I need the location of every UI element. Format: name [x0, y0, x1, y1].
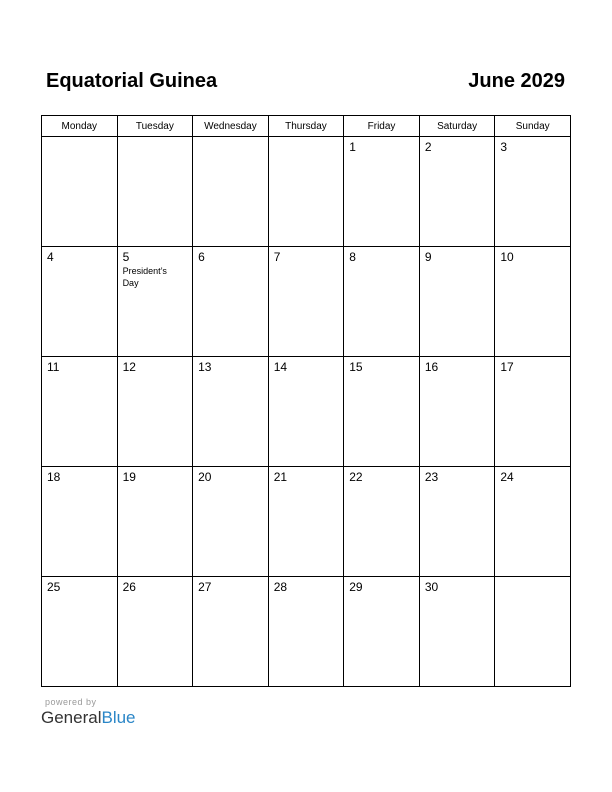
day-cell — [344, 467, 420, 577]
generalblue-logo — [41, 708, 136, 728]
week-row — [42, 577, 571, 687]
day-number — [42, 137, 117, 141]
day-number: 6 — [198, 250, 205, 264]
country-title: Equatorial Guinea — [46, 70, 218, 92]
weekday-header: Thursday — [268, 116, 344, 137]
weekday-header: Tuesday — [117, 116, 193, 137]
footer-branding — [41, 697, 136, 728]
week-row — [42, 247, 571, 357]
calendar-grid — [41, 115, 571, 687]
day-number: 3 — [500, 140, 508, 154]
day-cell — [117, 247, 193, 357]
day-number — [118, 137, 193, 141]
day-cell — [419, 357, 495, 467]
holiday-label: President’s Day — [122, 266, 167, 288]
day-number: 5 — [122, 250, 130, 264]
day-cell — [268, 357, 344, 467]
day-number: 8 — [349, 250, 356, 264]
weekday-header: Saturday — [419, 116, 495, 137]
brand-blue-text: Blue — [101, 708, 136, 727]
day-cell — [344, 247, 420, 357]
day-number: 13 — [198, 360, 212, 374]
day-cell — [495, 137, 571, 247]
day-cell — [42, 137, 118, 247]
day-number: 17 — [500, 360, 514, 374]
day-cell — [42, 577, 118, 687]
day-cell — [419, 137, 495, 247]
day-cell — [42, 357, 118, 467]
day-cell — [495, 467, 571, 577]
day-number: 27 — [198, 580, 212, 594]
day-number: 29 — [349, 580, 363, 594]
day-cell — [344, 357, 420, 467]
day-cell — [268, 247, 344, 357]
day-cell — [193, 467, 269, 577]
day-cell — [268, 137, 344, 247]
day-cell — [495, 247, 571, 357]
day-cell — [268, 467, 344, 577]
day-cell — [268, 577, 344, 687]
day-cell — [193, 577, 269, 687]
day-number: 30 — [424, 580, 439, 594]
day-cell — [344, 577, 420, 687]
day-number: 2 — [424, 140, 432, 154]
day-cell — [117, 137, 193, 247]
day-number: 23 — [424, 470, 439, 484]
weekday-header: Wednesday — [193, 116, 269, 137]
day-number: 28 — [273, 580, 288, 594]
day-number: 19 — [122, 470, 136, 484]
day-number: 21 — [273, 470, 288, 484]
week-row — [42, 137, 571, 247]
month-title: June 2029 — [468, 70, 565, 92]
day-cell — [419, 467, 495, 577]
day-cell — [495, 577, 571, 687]
day-number: 26 — [122, 580, 136, 594]
day-number: 14 — [273, 360, 288, 374]
day-number: 10 — [500, 250, 514, 264]
day-cell — [419, 577, 495, 687]
weekday-header: Sunday — [495, 116, 571, 137]
day-cell — [117, 577, 193, 687]
day-cell — [495, 357, 571, 467]
day-number: 9 — [424, 250, 432, 264]
day-number: 22 — [349, 470, 363, 484]
powered-by-text: powered by — [45, 697, 97, 707]
day-cell — [344, 137, 420, 247]
day-number: 7 — [273, 250, 281, 264]
day-cell — [193, 137, 269, 247]
day-number: 24 — [500, 470, 514, 484]
weekday-header: Monday — [42, 116, 118, 137]
day-number: 4 — [47, 250, 54, 264]
week-row — [42, 467, 571, 577]
day-number: 18 — [47, 470, 61, 484]
day-cell — [42, 467, 118, 577]
day-cell — [193, 357, 269, 467]
day-cell — [117, 467, 193, 577]
brand-general-text: General — [41, 708, 102, 727]
week-row — [42, 357, 571, 467]
day-cell — [419, 247, 495, 357]
day-number — [495, 577, 570, 581]
day-number: 15 — [349, 360, 363, 374]
weekday-header: Friday — [344, 116, 420, 137]
day-cell — [42, 247, 118, 357]
day-number — [269, 137, 344, 141]
day-number: 25 — [47, 580, 61, 594]
day-cell — [193, 247, 269, 357]
weekday-header-row — [42, 116, 571, 137]
day-number: 11 — [47, 360, 60, 374]
day-number: 20 — [198, 470, 212, 484]
day-number: 16 — [424, 360, 439, 374]
day-number: 1 — [349, 140, 356, 154]
calendar-header — [46, 70, 565, 98]
day-cell — [117, 357, 193, 467]
day-number: 12 — [122, 360, 136, 374]
day-number — [193, 137, 268, 141]
